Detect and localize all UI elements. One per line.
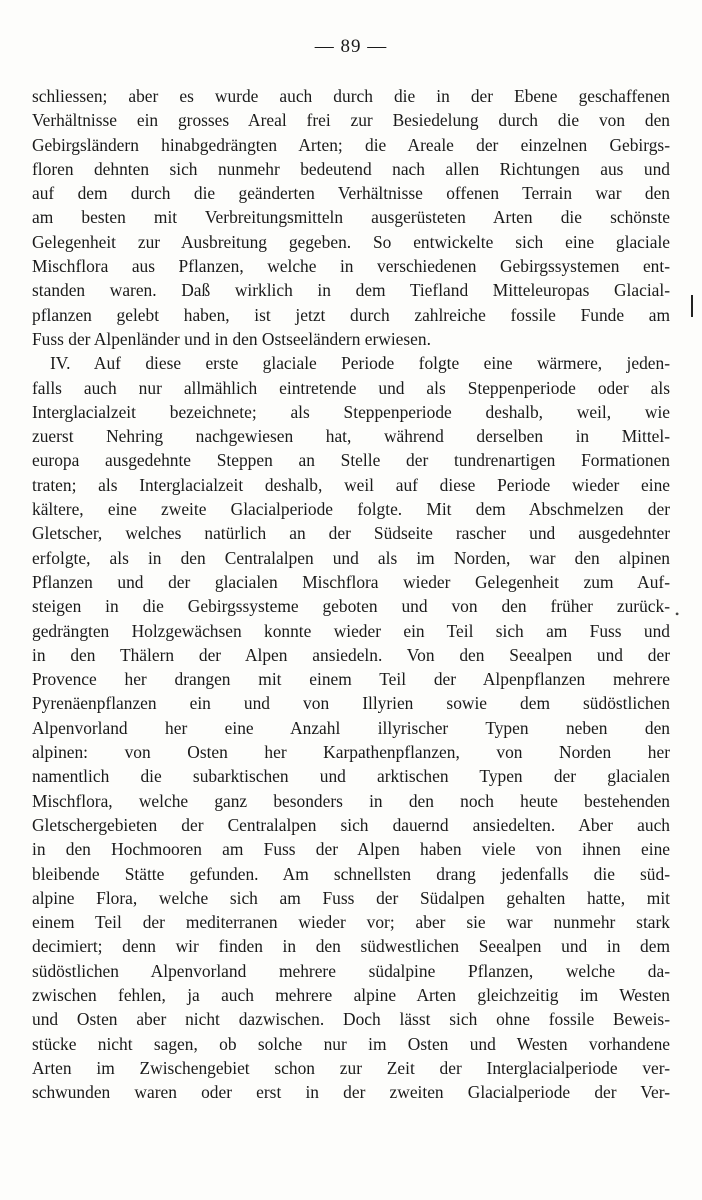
text-line: stücke nicht sagen, ob solche nur im Osten und Westen vorhandene: [32, 1033, 670, 1054]
text-line: traten; als Interglacialzeit deshalb, weil auf diese Periode wieder eine: [32, 474, 670, 495]
text-line: einem Teil der mediterranen wieder vor; aber sie war nunmehr stark: [32, 912, 670, 933]
text-line: zwischen fehlen, ja auch mehrere alpine Arten gleichzeitig im Westen: [32, 984, 670, 1005]
text-line: schwunden waren oder erst in der zweiten Glacialperiode der Ver-: [32, 1082, 670, 1103]
text-line: südöstlichen Alpenvorland mehrere südalpine Pflanzen, welche da-: [32, 960, 670, 981]
text-line: Mischflora aus Pflanzen, welche in verschiedenen Gebirgssystemen ent-: [32, 256, 670, 277]
text-line: Arten im Zwischengebiet schon zur Zeit der Interglacialperiode ver-: [32, 1057, 670, 1078]
text-line: standen waren. Daß wirklich in dem Tiefland Mitteleuropas Glacial-: [32, 280, 670, 301]
text-line: in den Thälern der Alpen ansiedeln. Von den Seealpen und der: [32, 644, 670, 665]
text-line: Gebirgsländern hinabgedrängten Arten; die Areale der einzelnen Gebirgs-: [32, 134, 670, 155]
margin-note: •: [675, 607, 680, 621]
text-line: Pyrenäenpflanzen ein und von Illyrien sowie dem südöstlichen: [32, 693, 670, 714]
text-line: bleibende Stätte gefunden. Am schnellsten drang jedenfalls die süd-: [32, 863, 670, 884]
text-line: schliessen; aber es wurde auch durch die in der Ebene geschaffenen: [32, 86, 670, 106]
text-line: zuerst Nehring nachgewiesen hat, während derselben in Mittel-: [32, 426, 670, 447]
page-number: — 89 —: [314, 36, 388, 57]
text-line: decimiert; denn wir finden in den südwestlichen Seealpen und in dem: [32, 936, 670, 957]
text-line: namentlich die subarktischen und arktischen Typen der glacialen: [32, 766, 670, 787]
margin-mark: [691, 295, 693, 317]
text-line: gedrängten Holzgewächsen konnte wieder ein Teil sich am Fuss und: [32, 620, 670, 641]
text-line: floren dehnten sich nunmehr bedeutend nach allen Richtungen aus und: [32, 158, 670, 179]
text-line: falls auch nur allmählich eintretende und als Steppenperiode oder als: [32, 377, 670, 398]
text-line: pflanzen gelebt haben, ist jetzt durch zahlreiche fossile Funde am: [32, 304, 670, 325]
text-line: und Osten aber nicht dazwischen. Doch lässt sich ohne fossile Beweis-: [32, 1009, 670, 1030]
text-line: Gelegenheit zur Ausbreitung gegeben. So entwickelte sich eine glaciale: [32, 231, 670, 252]
text-line: auf dem durch die geänderten Verhältnisse offenen Terrain war den: [32, 183, 670, 204]
text-line: Alpenvorland her eine Anzahl illyrischer Typen neben den: [32, 717, 670, 738]
text-line: Gletschergebieten der Centralalpen sich dauernd ansiedelten. Aber auch: [32, 814, 670, 835]
text-line: Pflanzen und der glacialen Mischflora wieder Gelegenheit zum Auf-: [32, 571, 670, 592]
text-line: Interglacialzeit bezeichnete; als Steppenperiode deshalb, weil, wie: [32, 401, 670, 422]
text-line: in den Hochmooren am Fuss der Alpen haben viele von ihnen eine: [32, 839, 670, 860]
text-line: erfolgte, als in den Centralalpen und als im Norden, war den alpinen: [32, 547, 670, 568]
text-line: alpinen: von Osten her Karpathenpflanzen, von Norden her: [32, 742, 670, 763]
text-line: kältere, eine zweite Glacialperiode folgte. Mit dem Abschmelzen der: [32, 499, 670, 520]
text-line: steigen in die Gebirgssysteme geboten und von den früher zurück-: [32, 596, 670, 617]
body-text: [32, 84, 670, 1104]
text-line: Fuss der Alpenländer und in den Ostseeländern erwiesen.: [32, 328, 431, 349]
text-line: Provence her drangen mit einem Teil der Alpenpflanzen mehrere: [32, 669, 670, 690]
text-line: alpine Flora, welche sich am Fuss der Südalpen gehalten hatte, mit: [32, 887, 670, 908]
text-line: Gletscher, welches natürlich an der Südseite rascher und ausgedehnter: [32, 523, 670, 544]
text-line: am besten mit Verbreitungsmitteln ausgerüsteten Arten die schönste: [32, 207, 670, 228]
text-line: Mischflora, welche ganz besonders in den noch heute bestehenden: [32, 790, 670, 811]
text-line: europa ausgedehnte Steppen an Stelle der tundrenartigen Formationen: [32, 450, 670, 471]
text-line: Verhältnisse ein grosses Areal frei zur Besiedelung durch die von den: [32, 110, 670, 131]
text-line: IV. Auf diese erste glaciale Periode folgte eine wärmere, jeden-: [50, 353, 670, 374]
